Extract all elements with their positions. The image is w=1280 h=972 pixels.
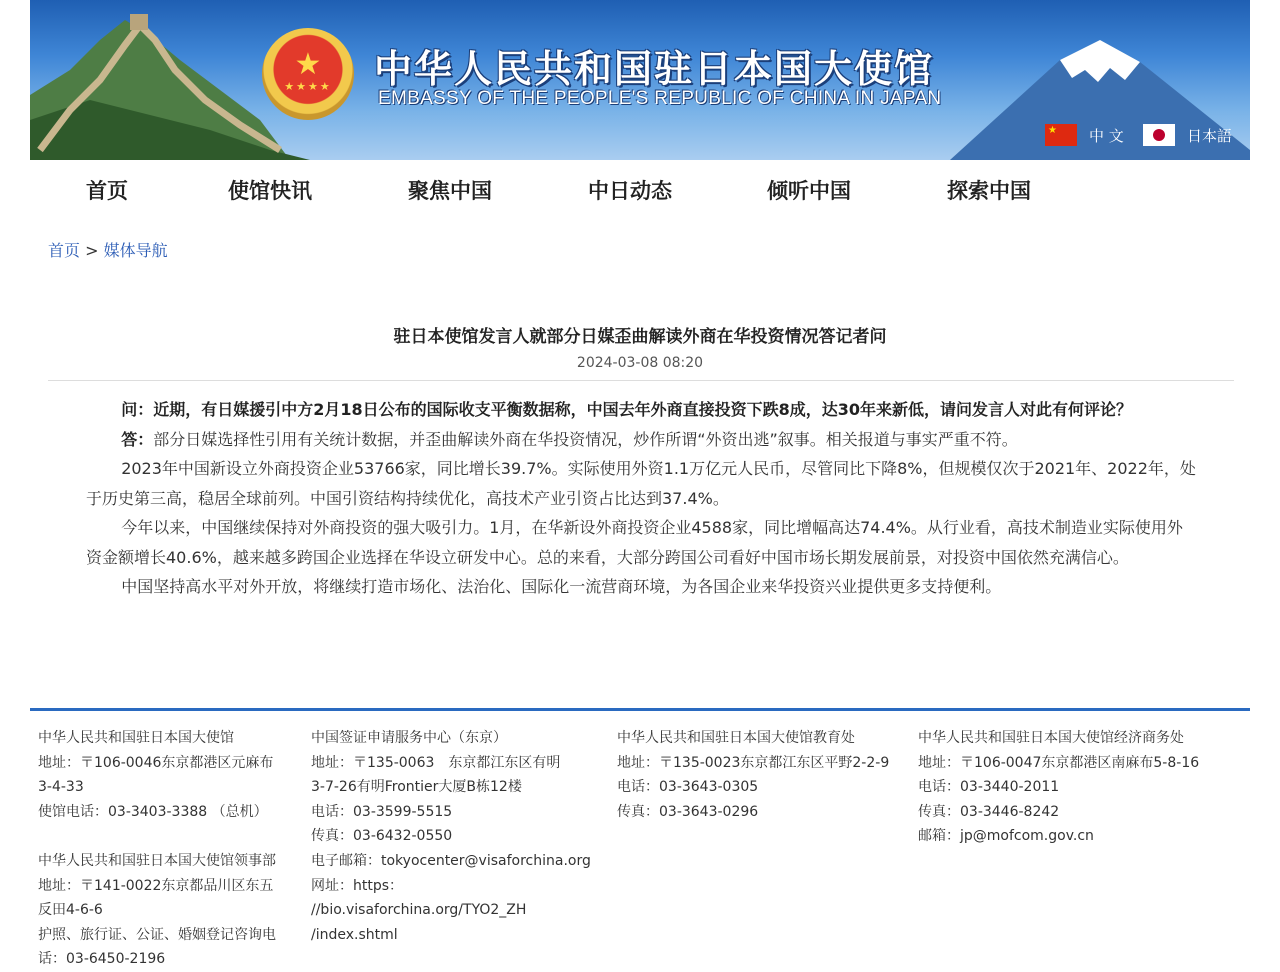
lang-switch-jp[interactable]: [1143, 124, 1232, 146]
nav-listen-china[interactable]: 倾听中国: [767, 179, 851, 203]
footer-email[interactable]: 邮箱：jp@mofcom.gov.cn: [918, 828, 1094, 845]
answer-label: 答：: [121, 429, 154, 449]
footer-line: 地址：〒106-0046东京都港区元麻布: [38, 754, 274, 771]
footer-line: 电话：03-3643-0305: [617, 779, 759, 796]
japan-flag-icon: [1143, 124, 1175, 146]
footer-line: 电话：03-3440-2011: [918, 779, 1060, 796]
footer-line: 地址：〒106-0047东京都港区南麻布5-8-16: [918, 754, 1200, 771]
footer-col-embassy: [38, 726, 276, 972]
breadcrumb-current[interactable]: 媒体导航: [103, 241, 168, 260]
lang-jp-label: 日本語: [1187, 126, 1233, 145]
footer-url[interactable]: //bio.visaforchina.org/TYO2_ZH: [311, 902, 527, 919]
answer-text: 部分日媒选择性引用有关统计数据，并歪曲解读外商在华投资情况，炒作所谓“外资出逃”叙事。相关报道与事实严重不符。: [153, 429, 1018, 449]
answer-paragraph: [86, 425, 1196, 455]
main-nav: [30, 160, 1250, 220]
article-date: 2024-03-08 08:20: [576, 355, 704, 371]
footer-line: 传真：03-3643-0296: [617, 803, 759, 820]
breadcrumb-home[interactable]: 首页: [48, 241, 81, 260]
footer-line: 中华人民共和国驻日本国大使馆领事部: [38, 852, 276, 869]
nav-china-japan[interactable]: 中日动态: [588, 179, 672, 203]
paragraph-4: 中国坚持高水平对外开放，将继续打造市场化、法治化、国际化一流营商环境，为各国企业来华投资兴业提供更多支持便利。: [121, 577, 1002, 596]
nav-home[interactable]: 首页: [86, 179, 128, 203]
footer-line: 3-4-33: [38, 779, 84, 796]
footer-spacer: [38, 824, 276, 849]
footer-line: 中华人民共和国驻日本国大使馆经济商务处: [918, 730, 1184, 746]
footer-line: 护照、旅行证、公证、婚姻登记咨询电: [38, 926, 276, 943]
breadcrumb: [48, 238, 168, 261]
footer-email[interactable]: 电子邮箱：tokyocenter@visaforchina.org: [311, 852, 591, 869]
article-body: [86, 395, 1196, 602]
footer-line: 3-7-26有明Frontier大厦B栋12楼: [311, 779, 522, 796]
article-title: 驻日本使馆发言人就部分日媒歪曲解读外商在华投资情况答记者问: [393, 327, 887, 347]
footer-line: 使馆电话：03-3403-3388 （总机）: [38, 803, 268, 820]
footer-line: 地址：〒135-0063 东京都江东区有明: [311, 754, 561, 771]
footer-line: 地址：〒141-0022东京都品川区东五: [38, 877, 274, 894]
nav-embassy-news[interactable]: 使馆快讯: [228, 179, 312, 203]
lang-switch-cn[interactable]: [1045, 124, 1124, 146]
divider: [48, 380, 1234, 381]
footer-line: 传真：03-6432-0550: [311, 828, 453, 845]
paragraph-3: 今年以来，中国继续保持对外商投资的强大吸引力。1月，在华新设外商投资企业4588家，同比增幅高达74.4%。从行业看，高技术制造业实际使用外资金额增长40.6%，越来越多跨国企业选择在华设立研发中心。总的来看，大部分跨国公司看好中国市场长期发展前景，对投资中国依然充满信心。: [86, 518, 1183, 567]
breadcrumb-sep: >: [85, 241, 99, 260]
footer-line: 传真：03-3446-8242: [918, 803, 1060, 820]
china-flag-icon: [1045, 124, 1077, 146]
site-title-cn: 中华人民共和国驻日本国大使馆: [374, 47, 935, 91]
footer-col-commerce: [918, 726, 1199, 849]
footer-line: 中华人民共和国驻日本国大使馆教育处: [617, 730, 855, 746]
lang-cn-label: 中 文: [1089, 126, 1124, 145]
paragraph-2: 2023年中国新设立外商投资企业53766家，同比增长39.7%。实际使用外资1.1万亿元人民币，尽管同比下降8%，但规模仅次于2021年、2022年，处于历史第三高，稳居全球前列。中国引资结构持续优化，高技术产业引资占比达到37.4%。: [86, 459, 1196, 508]
footer-line: 网址：https：: [311, 877, 404, 894]
footer-line: 话：03-6450-2196: [38, 951, 166, 968]
footer-line: 中华人民共和国驻日本国大使馆: [38, 730, 234, 746]
footer-line: 中国签证申请服务中心（东京）: [311, 730, 507, 746]
footer-line: 电话：03-3599-5515: [311, 803, 453, 820]
nav-explore-china[interactable]: 探索中国: [947, 179, 1031, 203]
site-title-en: EMBASSY OF THE PEOPLE'S REPUBLIC OF CHINA IN JAPAN: [378, 88, 942, 109]
footer-col-visa: [311, 726, 591, 947]
footer-line: 地址：〒135-0023东京都江东区平野2-2-9: [617, 754, 890, 771]
nav-focus-china[interactable]: 聚焦中国: [408, 179, 492, 203]
national-emblem-icon: ★ ★★★★: [262, 28, 354, 120]
question-paragraph: 问：近期，有日媒援引中方2月18日公布的国际收支平衡数据称，中国去年外商直接投资下跌8成，达30年来新低，请问发言人对此有何评论？: [121, 400, 1132, 419]
footer-col-education: [617, 726, 889, 824]
header-banner: [30, 0, 1250, 160]
footer-url[interactable]: /index.shtml: [311, 926, 398, 943]
footer-divider: [30, 708, 1250, 711]
footer-line: 反田4-6-6: [38, 902, 103, 919]
